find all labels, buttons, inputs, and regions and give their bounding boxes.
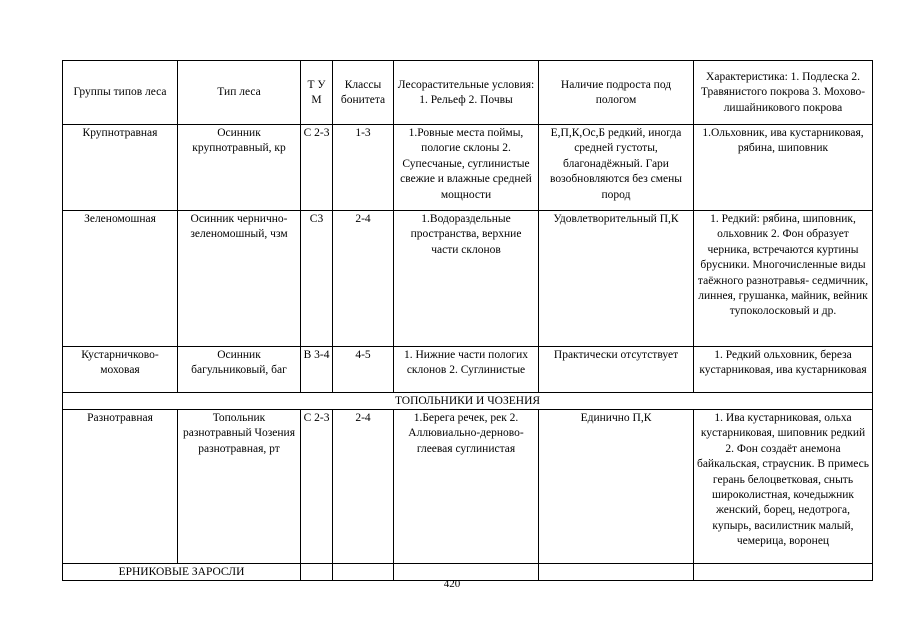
cell-characteristic: 1. Ива кустарниковая, ольха кустарниковая, шиповник редкий 2. Фон создаёт анемона байкальская, страусник. В примесь герань белоцветковая, сныть широколистная, кочедыжник женский, борец, недотрога, купырь, василистник малый, чемерица, воронец [694, 410, 873, 564]
cell-group: Зеленомошная [63, 211, 178, 347]
table-row [63, 125, 873, 211]
cell-tum: С 2-3 [301, 125, 333, 211]
cell-tum: С 2-3 [301, 410, 333, 564]
header-undergrowth: Наличие подроста под пологом [539, 61, 694, 125]
section-row [63, 393, 873, 410]
table-row [63, 211, 873, 347]
cell-undergrowth: Практически отсутствует [539, 347, 694, 393]
header-tum: Т У М [301, 61, 333, 125]
cell-bonitet: 1-3 [333, 125, 394, 211]
cell-characteristic: 1. Редкий ольховник, береза кустарниковая, ива кустарниковая [694, 347, 873, 393]
table-row [63, 410, 873, 564]
header-forest-type: Тип леса [178, 61, 301, 125]
forest-types-table [62, 60, 873, 581]
cell-conditions: 1. Нижние части пологих склонов 2. Суглинистые [394, 347, 539, 393]
section-title: ТОПОЛЬНИКИ И ЧОЗЕНИЯ [63, 393, 873, 410]
header-bonitet: Классы бонитета [333, 61, 394, 125]
cell-tum: С3 [301, 211, 333, 347]
cell-group: Кустарничково-моховая [63, 347, 178, 393]
cell-type: Топольник разнотравный Чозения разнотравная, рт [178, 410, 301, 564]
page-number: 420 [443, 578, 461, 590]
cell-bonitet: 2-4 [333, 211, 394, 347]
header-forest-group: Группы типов леса [63, 61, 178, 125]
cell-bonitet: 4-5 [333, 347, 394, 393]
table-header-row [63, 61, 873, 125]
cell-bonitet: 2-4 [333, 410, 394, 564]
cell-type: Осинник чернично-зеленомошный, чзм [178, 211, 301, 347]
table-row [63, 347, 873, 393]
header-conditions: Лесорастительные условия: 1. Рельеф 2. Почвы [394, 61, 539, 125]
cell-tum: В 3-4 [301, 347, 333, 393]
cell-group: ЕРНИКОВЫЕ ЗАРОСЛИ [63, 564, 301, 581]
cell-characteristic: 1.Ольховник, ива кустарниковая, рябина, шиповник [694, 125, 873, 211]
cell-type: Осинник багульниковый, баг [178, 347, 301, 393]
cell-group: Разнотравная [63, 410, 178, 564]
cell-type: Осинник крупнотравный, кр [178, 125, 301, 211]
cell-undergrowth: Единично П,К [539, 410, 694, 564]
cell-undergrowth: Е,П,К,Ос,Б редкий, иногда средней густоты, благонадёжный. Гари возобновляются без смены пород [539, 125, 694, 211]
cell-characteristic: 1. Редкий: рябина, шиповник, ольховник 2. Фон образует черника, встречаются куртины брусники. Многочисленные виды таёжного разнотравья- седмичник, линнея, грушанка, майник, вейник тупоколосковый и др. [694, 211, 873, 347]
cell-group: Крупнотравная [63, 125, 178, 211]
header-characteristic: Характеристика: 1. Подлеска 2. Травянистого покрова 3. Мохово-лишайникового покрова [694, 61, 873, 125]
cell-undergrowth: Удовлетворительный П,К [539, 211, 694, 347]
cell-conditions: 1.Берега речек, рек 2. Аллювиально-дерново-глеевая суглинистая [394, 410, 539, 564]
cell-conditions: 1.Ровные места поймы, пологие склоны 2. Супесчаные, суглинистые свежие и влажные средней мощности [394, 125, 539, 211]
cell-conditions: 1.Водораздельные пространства, верхние части склонов [394, 211, 539, 347]
